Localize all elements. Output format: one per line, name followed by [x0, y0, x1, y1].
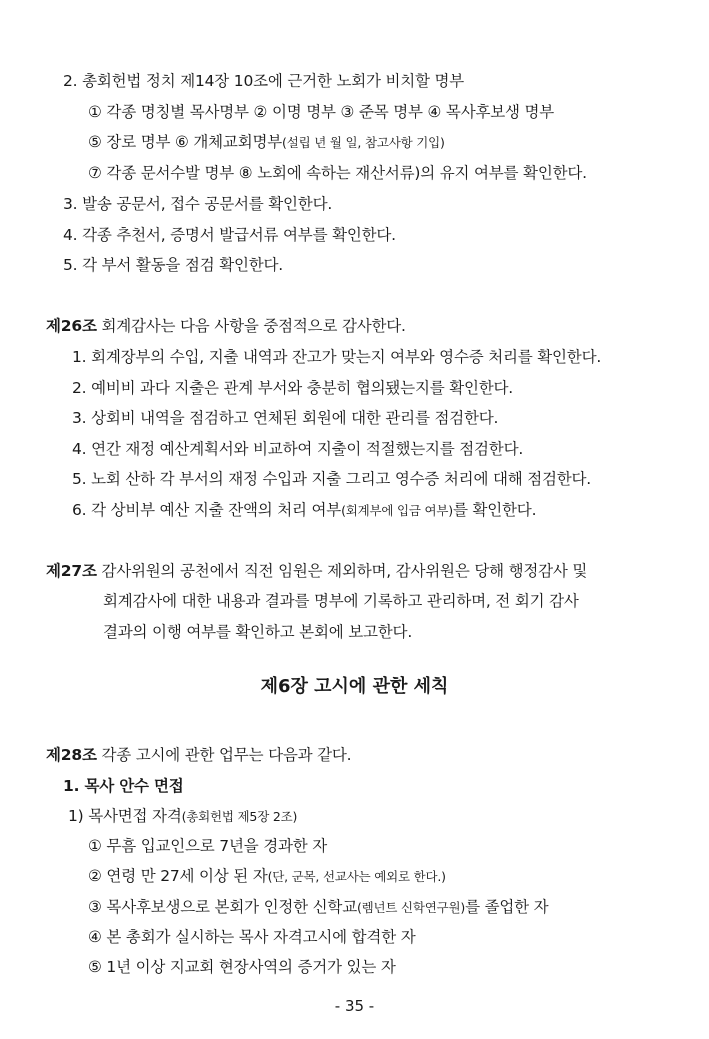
article-26 [46, 316, 406, 336]
list-item: 2. 예비비 과다 지출은 관계 부서와 충분히 협의됐는지를 확인한다. [72, 379, 514, 397]
article-text: 각종 고시에 관한 업무는 다음과 같다. [96, 746, 352, 764]
list-item-text: 1) 목사면접 자격 [68, 807, 182, 825]
list-item-text: ③ 목사후보생으로 본회가 인정한 신학교 [88, 898, 357, 916]
list-item: 3. 발송 공문서, 접수 공문서를 확인한다. [63, 195, 333, 213]
list-item: 5. 노회 산하 각 부서의 재정 수입과 지출 그리고 영수증 처리에 대해 점검한다. [72, 470, 592, 488]
list-item-note: (단, 군목, 선교사는 예외로 한다.) [267, 869, 446, 884]
list-item [72, 500, 536, 521]
list-item-note: (회계부에 입금 여부) [341, 503, 453, 518]
article-27 [46, 561, 587, 581]
list-item: ⑦ 각종 문서수발 명부 ⑧ 노회에 속하는 재산서류)의 유지 여부를 확인한다. [88, 164, 587, 182]
article-text: 회계감사는 다음 사항을 중점적으로 감사한다. [96, 317, 406, 335]
article-28 [46, 745, 351, 765]
list-item: 5. 각 부서 활동을 점검 확인한다. [63, 256, 284, 274]
list-item-text: ② 연령 만 27세 이상 된 자 [88, 867, 268, 885]
article-heading: 제28조 [46, 746, 97, 764]
list-item: ④ 본 총회가 실시하는 목사 자격고시에 합격한 자 [88, 928, 416, 946]
list-item: 3. 상회비 내역을 점검하고 연체된 회원에 대한 관리를 점검한다. [72, 409, 499, 427]
list-item-note: (렘넌트 신학연구원) [356, 900, 466, 915]
article-heading: 제26조 [46, 317, 97, 335]
list-item-note: (설립 년 월 일, 참고사항 기입) [282, 135, 445, 150]
list-item: ⑤ 1년 이상 지교회 현장사역의 증거가 있는 자 [88, 958, 396, 976]
list-item: 4. 각종 추천서, 증명서 발급서류 여부를 확인한다. [63, 226, 396, 244]
page-number: - 35 - [334, 997, 375, 1015]
list-item [88, 866, 446, 887]
article-text: 회계감사에 대한 내용과 결과를 명부에 기록하고 관리하며, 전 회기 감사 [103, 592, 579, 610]
list-item: 4. 연간 재정 예산계획서와 비교하여 지출이 적절했는지를 점검한다. [72, 440, 524, 458]
list-item: 2. 총회헌법 정치 제14장 10조에 근거한 노회가 비치할 명부 [63, 72, 465, 90]
article-text: 결과의 이행 여부를 확인하고 본회에 보고한다. [103, 623, 413, 641]
section-heading: 1. 목사 안수 면접 [63, 777, 184, 795]
list-item [88, 132, 445, 153]
list-item-text: 를 졸업한 자 [465, 898, 549, 916]
list-item: ① 각종 명칭별 목사명부 ② 이명 명부 ③ 준목 명부 ④ 목사후보생 명부 [88, 103, 555, 121]
list-item-note: (총회헌법 제5장 2조) [181, 809, 298, 824]
list-item: 1. 회계장부의 수입, 지출 내역과 잔고가 맞는지 여부와 영수증 처리를 확인한다. [72, 348, 602, 366]
article-text: 감사위원의 공천에서 직전 임원은 제외하며, 감사위원은 당해 행정감사 및 [96, 562, 588, 580]
list-item [88, 897, 548, 918]
article-heading: 제27조 [46, 562, 97, 580]
list-item-text: 6. 각 상비부 예산 지출 잔액의 처리 여부 [72, 501, 342, 519]
chapter-title: 제6장 고시에 관한 세칙 [260, 676, 449, 697]
list-item-text: 를 확인한다. [452, 501, 537, 519]
list-item [68, 806, 297, 827]
list-item: ① 무흠 입교인으로 7년을 경과한 자 [88, 837, 328, 855]
list-item-text: ⑤ 장로 명부 ⑥ 개체교회명부 [88, 133, 283, 151]
